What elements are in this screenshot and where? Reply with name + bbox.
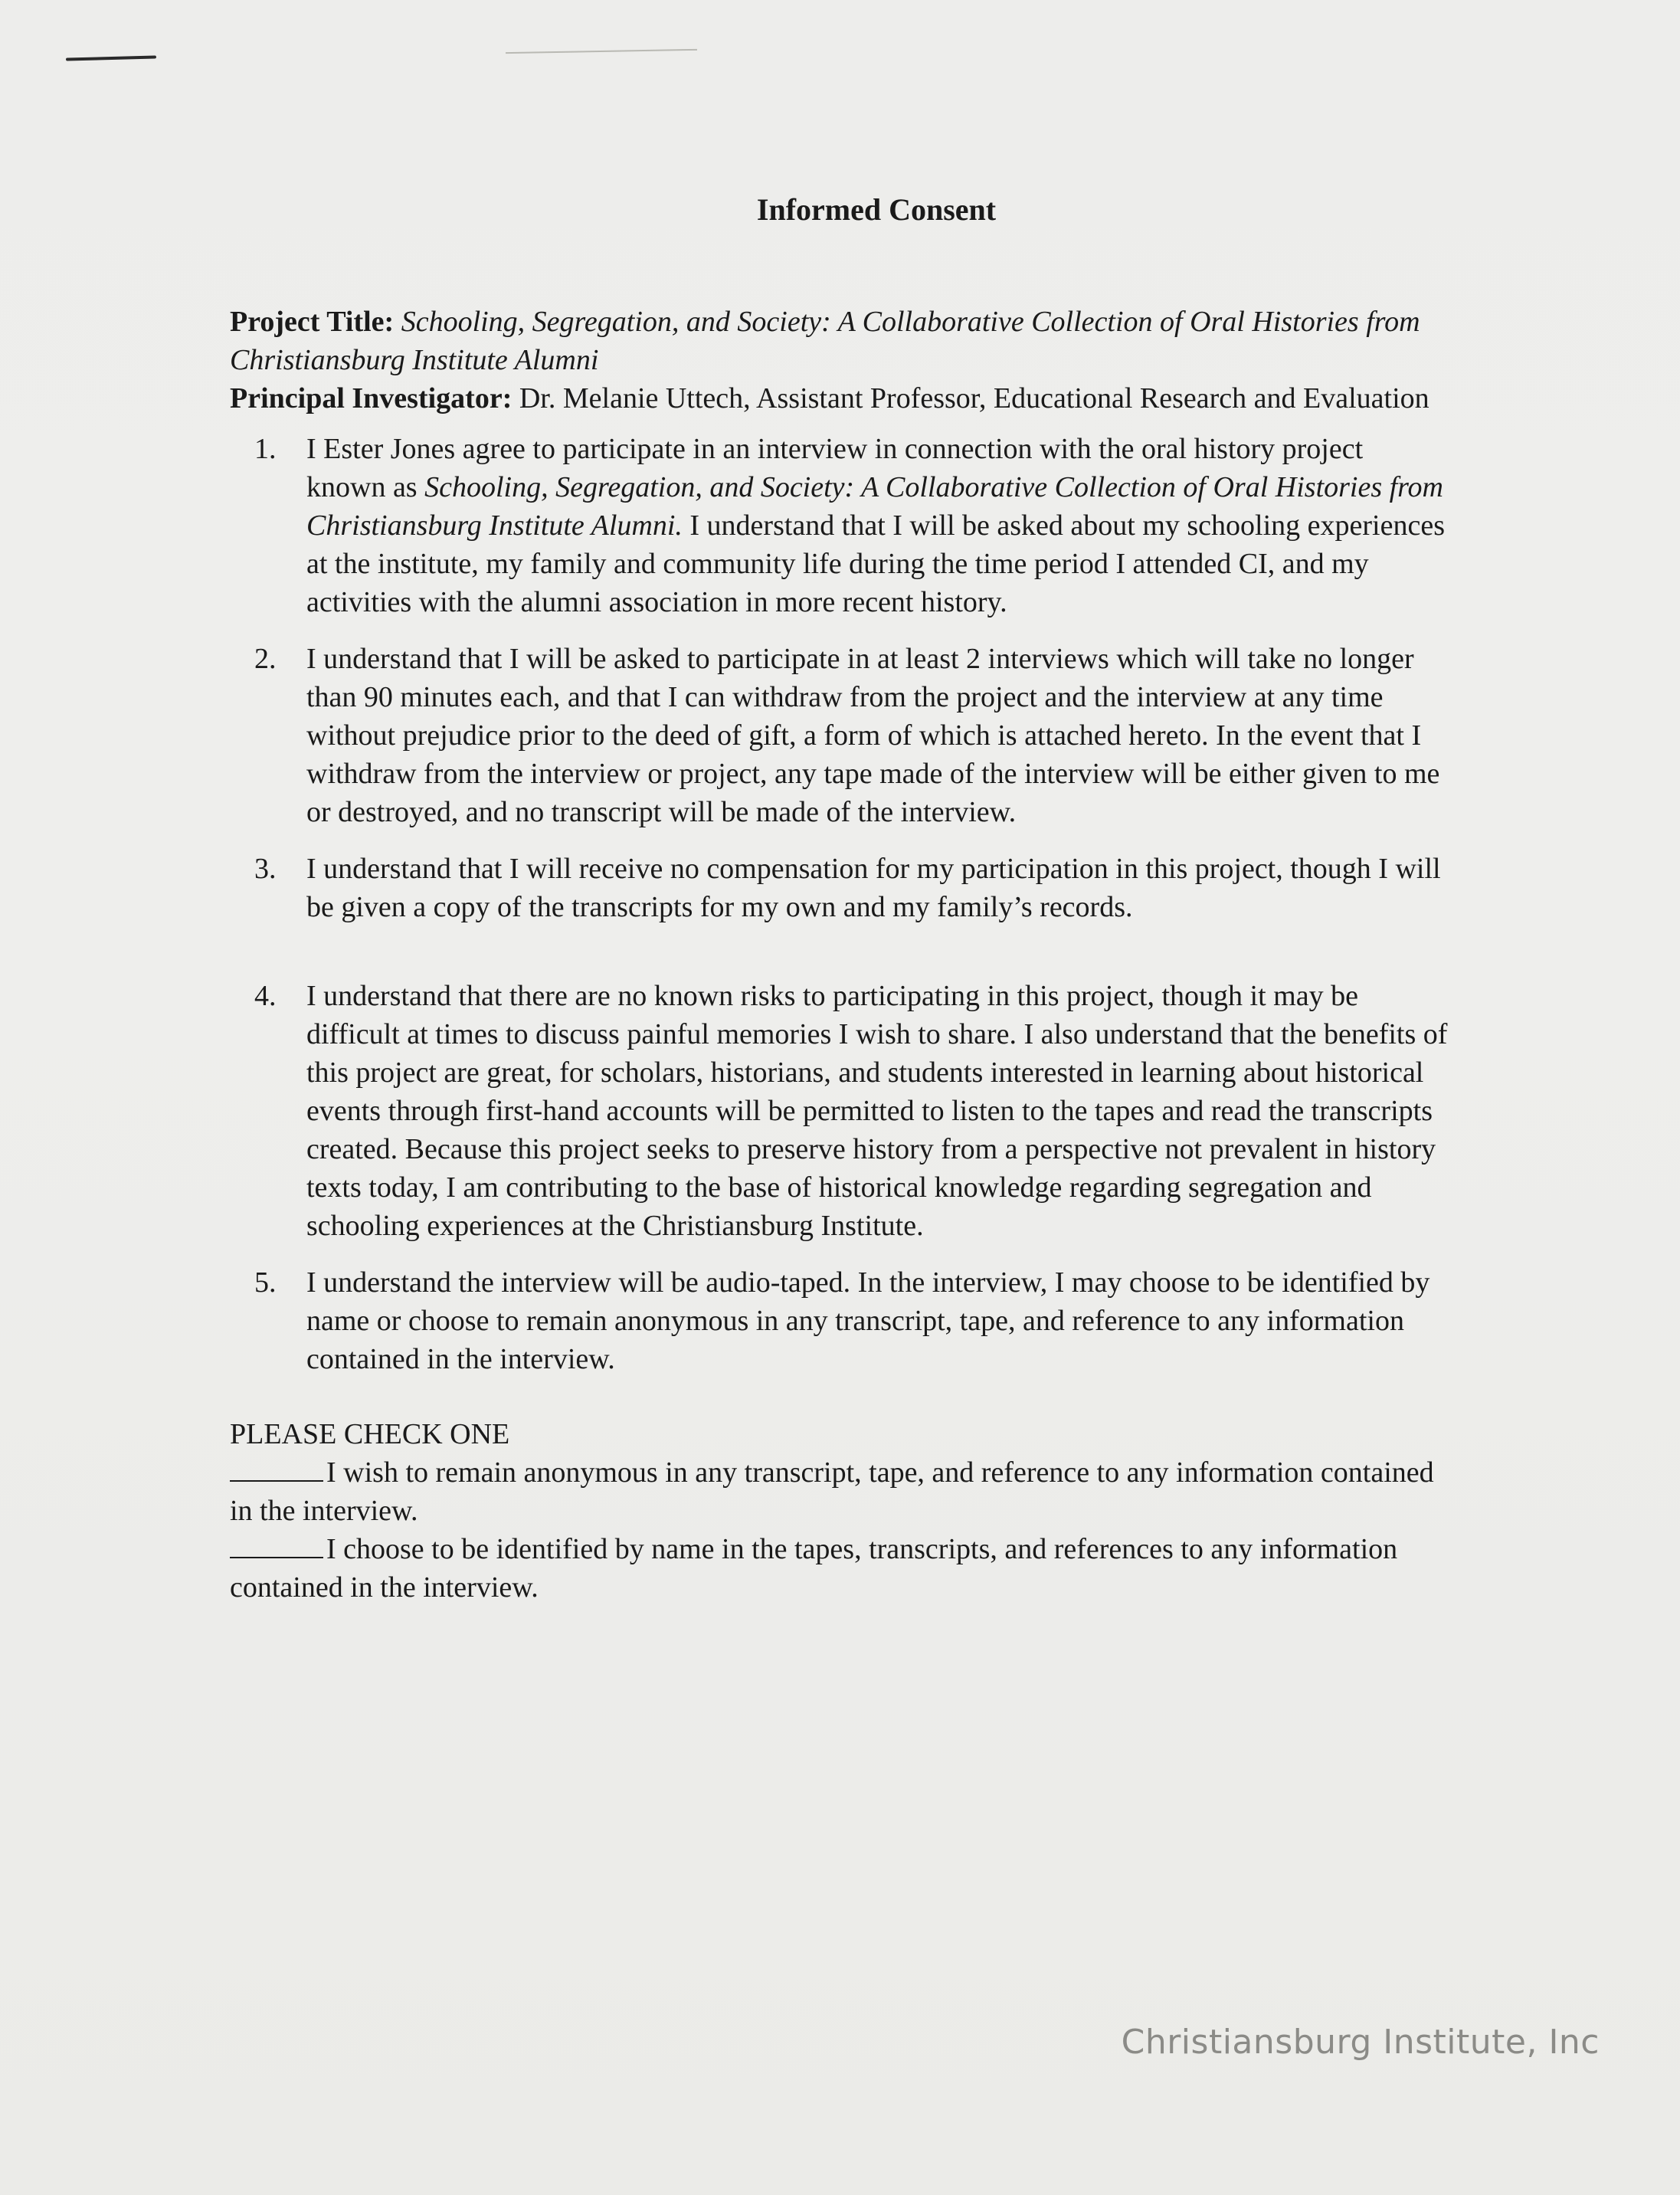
project-title-value: Schooling, Segregation, and Society: A Collaborative Collection of Oral Histories from Christiansburg Institute Alumni [230, 306, 1420, 376]
item-text: I understand the interview will be audio-taped. In the interview, I may choose to be identified by name or choose to remain anonymous in any transcript, tape, and reference to any information contained in the interview. [306, 1266, 1430, 1375]
watermark: Christiansburg Institute, Inc [1121, 2023, 1600, 2062]
item-number: 4. [254, 980, 277, 1012]
check-option-anonymous [230, 1453, 1448, 1530]
check-option-text: I choose to be identified by name in the tapes, transcripts, and references to any information contained in the interview. [230, 1533, 1398, 1604]
faint-scribble [506, 49, 697, 54]
item-text-continued: I understand that I will be asked about my schooling experiences at the institute, my family and community life during the time period I attended CI, and my activities with the alumni association in more recent history. [306, 509, 1445, 618]
anonymous-check-blank[interactable] [230, 1454, 323, 1482]
item-text: I Ester Jones agree to participate in an interview in connection with the oral history project known as [306, 433, 1364, 503]
project-title-line [230, 303, 1448, 379]
consent-item [230, 1263, 1448, 1378]
pen-mark [66, 55, 156, 61]
consent-item [230, 977, 1448, 1245]
document-title: Informed Consent [756, 192, 997, 227]
check-heading: PLEASE CHECK ONE [230, 1418, 510, 1450]
item-number: 2. [254, 643, 277, 675]
principal-investigator-line [230, 379, 1448, 418]
item-text-italic: Schooling, Segregation, and Society: A Collaborative Collection of Oral Histories from Christiansburg Institute Alumni. [306, 471, 1443, 542]
principal-investigator-value: Dr. Melanie Uttech, Assistant Professor, Educational Research and Evaluation [519, 382, 1429, 414]
consent-item [230, 850, 1448, 926]
document-body [230, 303, 1448, 1607]
check-option-text: I wish to remain anonymous in any transcript, tape, and reference to any information contained in the interview. [230, 1456, 1434, 1527]
check-one-section [230, 1415, 1448, 1607]
consent-items-list [230, 430, 1448, 1378]
item-number: 5. [254, 1266, 277, 1299]
item-number: 1. [254, 433, 277, 465]
item-text: I understand that I will receive no compensation for my participation in this project, though I will be given a copy of the transcripts for my own and my family’s records. [306, 853, 1441, 923]
check-option-identified [230, 1530, 1448, 1607]
item-text: I understand that I will be asked to participate in at least 2 interviews which will take no longer than 90 minutes each, and that I can withdraw from the project and the interview at any time without prejudice prior to the deed of gift, a form of which is attached hereto. In the event that I withdraw from the interview or project, any tape made of the interview will be either given to me or destroyed, and no transcript will be made of the interview. [306, 643, 1440, 828]
project-title-label: Project Title: [230, 306, 395, 338]
consent-item [230, 430, 1448, 621]
item-text: I understand that there are no known risks to participating in this project, though it may be difficult at times to discuss painful memories I wish to share. I also understand that the benefits of this project are great, for scholars, historians, and students interested in learning about historical events through first-hand accounts will be permitted to listen to the tapes and read the transcripts created. Because this project seeks to preserve history from a perspective not prevalent in history texts today, I am contributing to the base of historical knowledge regarding segregation and schooling experiences at the Christiansburg Institute. [306, 980, 1448, 1242]
identified-check-blank[interactable] [230, 1531, 323, 1558]
consent-item [230, 640, 1448, 831]
item-number: 3. [254, 853, 277, 885]
principal-investigator-label: Principal Investigator: [230, 382, 513, 414]
